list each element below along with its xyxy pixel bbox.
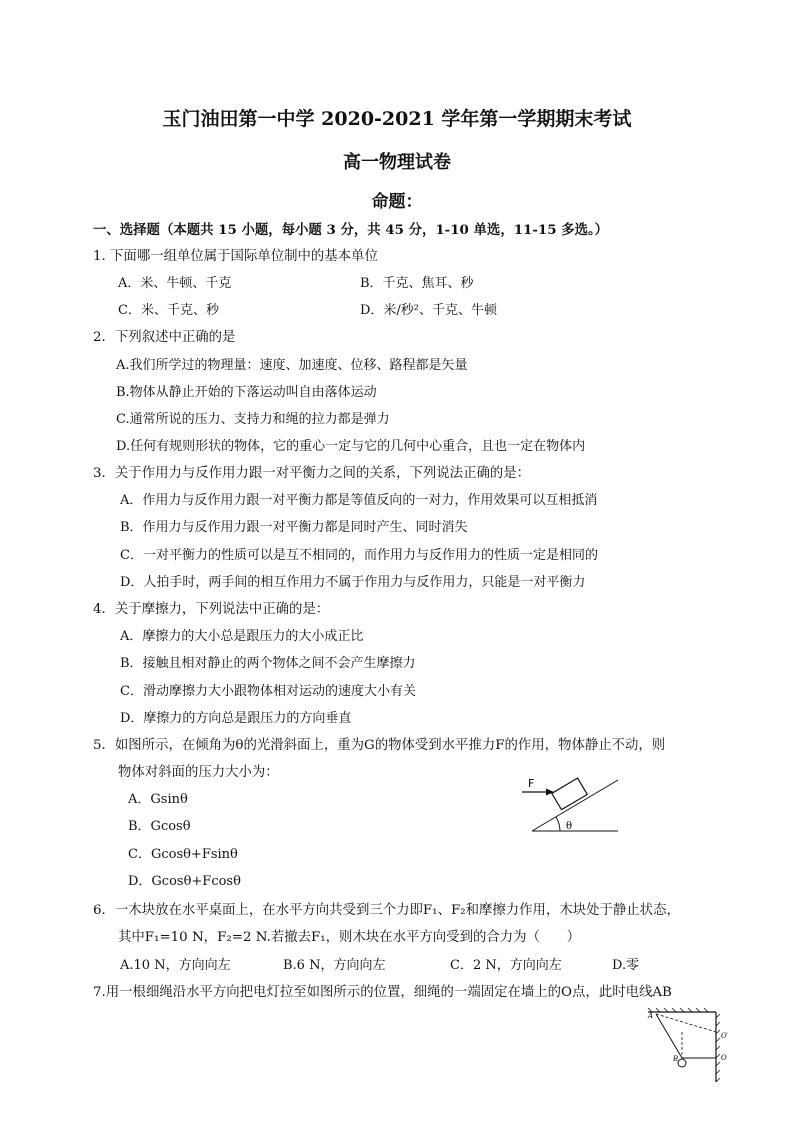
q6-option-a: A.10 N，方向向左 (120, 958, 231, 973)
question-5-stem-cont: 物体对斜面的压力大小为： (118, 765, 279, 780)
q1-option-b: B．千克、焦耳、秒 (360, 276, 474, 291)
q5-option-c: C．Gcosθ+Fsinθ (128, 847, 238, 862)
q2-option-b: B.物体从静止开始的下落运动叫自由落体运动 (116, 385, 377, 400)
q4-option-c: C．滑动摩擦力大小跟物体相对运动的速度大小有关 (120, 684, 416, 699)
question-6-stem: 6．一木块放在水平桌面上，在水平方向共受到三个力即F₁、F₂和摩擦力作用，木块处于静止状态， (93, 903, 680, 918)
q5-option-a: A．Gsinθ (128, 792, 188, 807)
question-5-stem: 5．如图所示，在倾角为θ的光滑斜面上，重为G的物体受到水平推力F的作用，物体静止不动，则 (93, 738, 666, 753)
question-7-stem: 7.用一根细绳沿水平方向把电灯拉至如图所示的位置，细绳的一端固定在墙上的O点，此时电线AB (93, 985, 672, 1000)
section-heading: 一、选择题（本题共 15 小题，每小题 3 分，共 45 分，1-10 单选，11-15 多选。） (93, 222, 609, 238)
q2-option-d: D.任何有规则形状的物体，它的重心一定与它的几何中心重合，且也一定在物体内 (116, 439, 586, 454)
q1-option-d: D．米/秒²、千克、牛顿 (360, 303, 498, 318)
author-line: 命题： (371, 192, 423, 212)
label-o-prime: O′ (721, 1032, 729, 1040)
angle-label: θ (566, 821, 573, 832)
q4-option-d: D．摩擦力的方向总是跟压力的方向垂直 (120, 711, 352, 726)
question-6-stem-cont: 其中F₁=10 N，F₂=2 N.若撤去F₁，则木块在水平方向受到的合力为（ ） (118, 930, 581, 945)
q5-option-b: B．Gcosθ (128, 819, 191, 834)
q4-option-a: A．摩擦力的大小总是跟压力的大小成正比 (120, 629, 364, 644)
q2-option-c: C.通常所说的压力、支持力和绳的拉力都是弹力 (116, 412, 390, 427)
label-b: B (673, 1055, 679, 1063)
q6-option-d: D.零 (612, 958, 640, 973)
q3-option-d: D．人拍手时，两手间的相互作用力不属于作用力与反作用力，只能是一对平衡力 (120, 575, 586, 590)
block (552, 778, 587, 810)
q1-option-a: A．米、牛顿、千克 (118, 276, 232, 291)
q3-option-a: A．作用力与反作用力跟一对平衡力都是等值反向的一对力，作用效果可以互相抵消 (120, 493, 598, 508)
lamp-figure (646, 1008, 736, 1084)
incline-figure (500, 772, 630, 838)
q2-option-a: A.我们所学过的物理量：速度、加速度、位移、路程都是矢量 (116, 358, 468, 373)
question-4-stem: 4．关于摩擦力，下列说法中正确的是： (93, 602, 330, 617)
label-o: O (721, 1054, 727, 1062)
question-1-stem: 1. 下面哪一组单位属于国际单位制中的基本单位 (93, 249, 378, 264)
angle-arc (556, 817, 560, 831)
question-2-stem: 2．下列叙述中正确的是 (93, 330, 236, 345)
q5-option-d: D．Gcosθ+Fcosθ (128, 874, 241, 889)
q6-option-c: C．2 N，方向向左 (450, 958, 562, 973)
wire-ab (656, 1014, 682, 1058)
q3-option-c: C．一对平衡力的性质可以是互不相同的，而作用力与反作用力的性质一定是相同的 (120, 548, 598, 563)
exam-subtitle: 高一物理试卷 (343, 152, 451, 173)
question-3-stem: 3．关于作用力与反作用力跟一对平衡力之间的关系，下列说法正确的是： (93, 466, 531, 481)
exam-title: 玉门油田第一中学 2020-2021 学年第一学期期末考试 (162, 108, 632, 130)
q6-option-b: B.6 N，方向向左 (283, 958, 386, 973)
q1-option-c: C．米、千克、秒 (118, 303, 219, 318)
q4-option-b: B．接触且相对静止的两个物体之间不会产生摩擦力 (120, 656, 416, 671)
q3-option-b: B．作用力与反作用力跟一对平衡力都是同时产生、同时消失 (120, 520, 468, 535)
label-a: A (648, 1012, 654, 1020)
force-label: F (528, 777, 535, 790)
lamp (678, 1059, 686, 1067)
